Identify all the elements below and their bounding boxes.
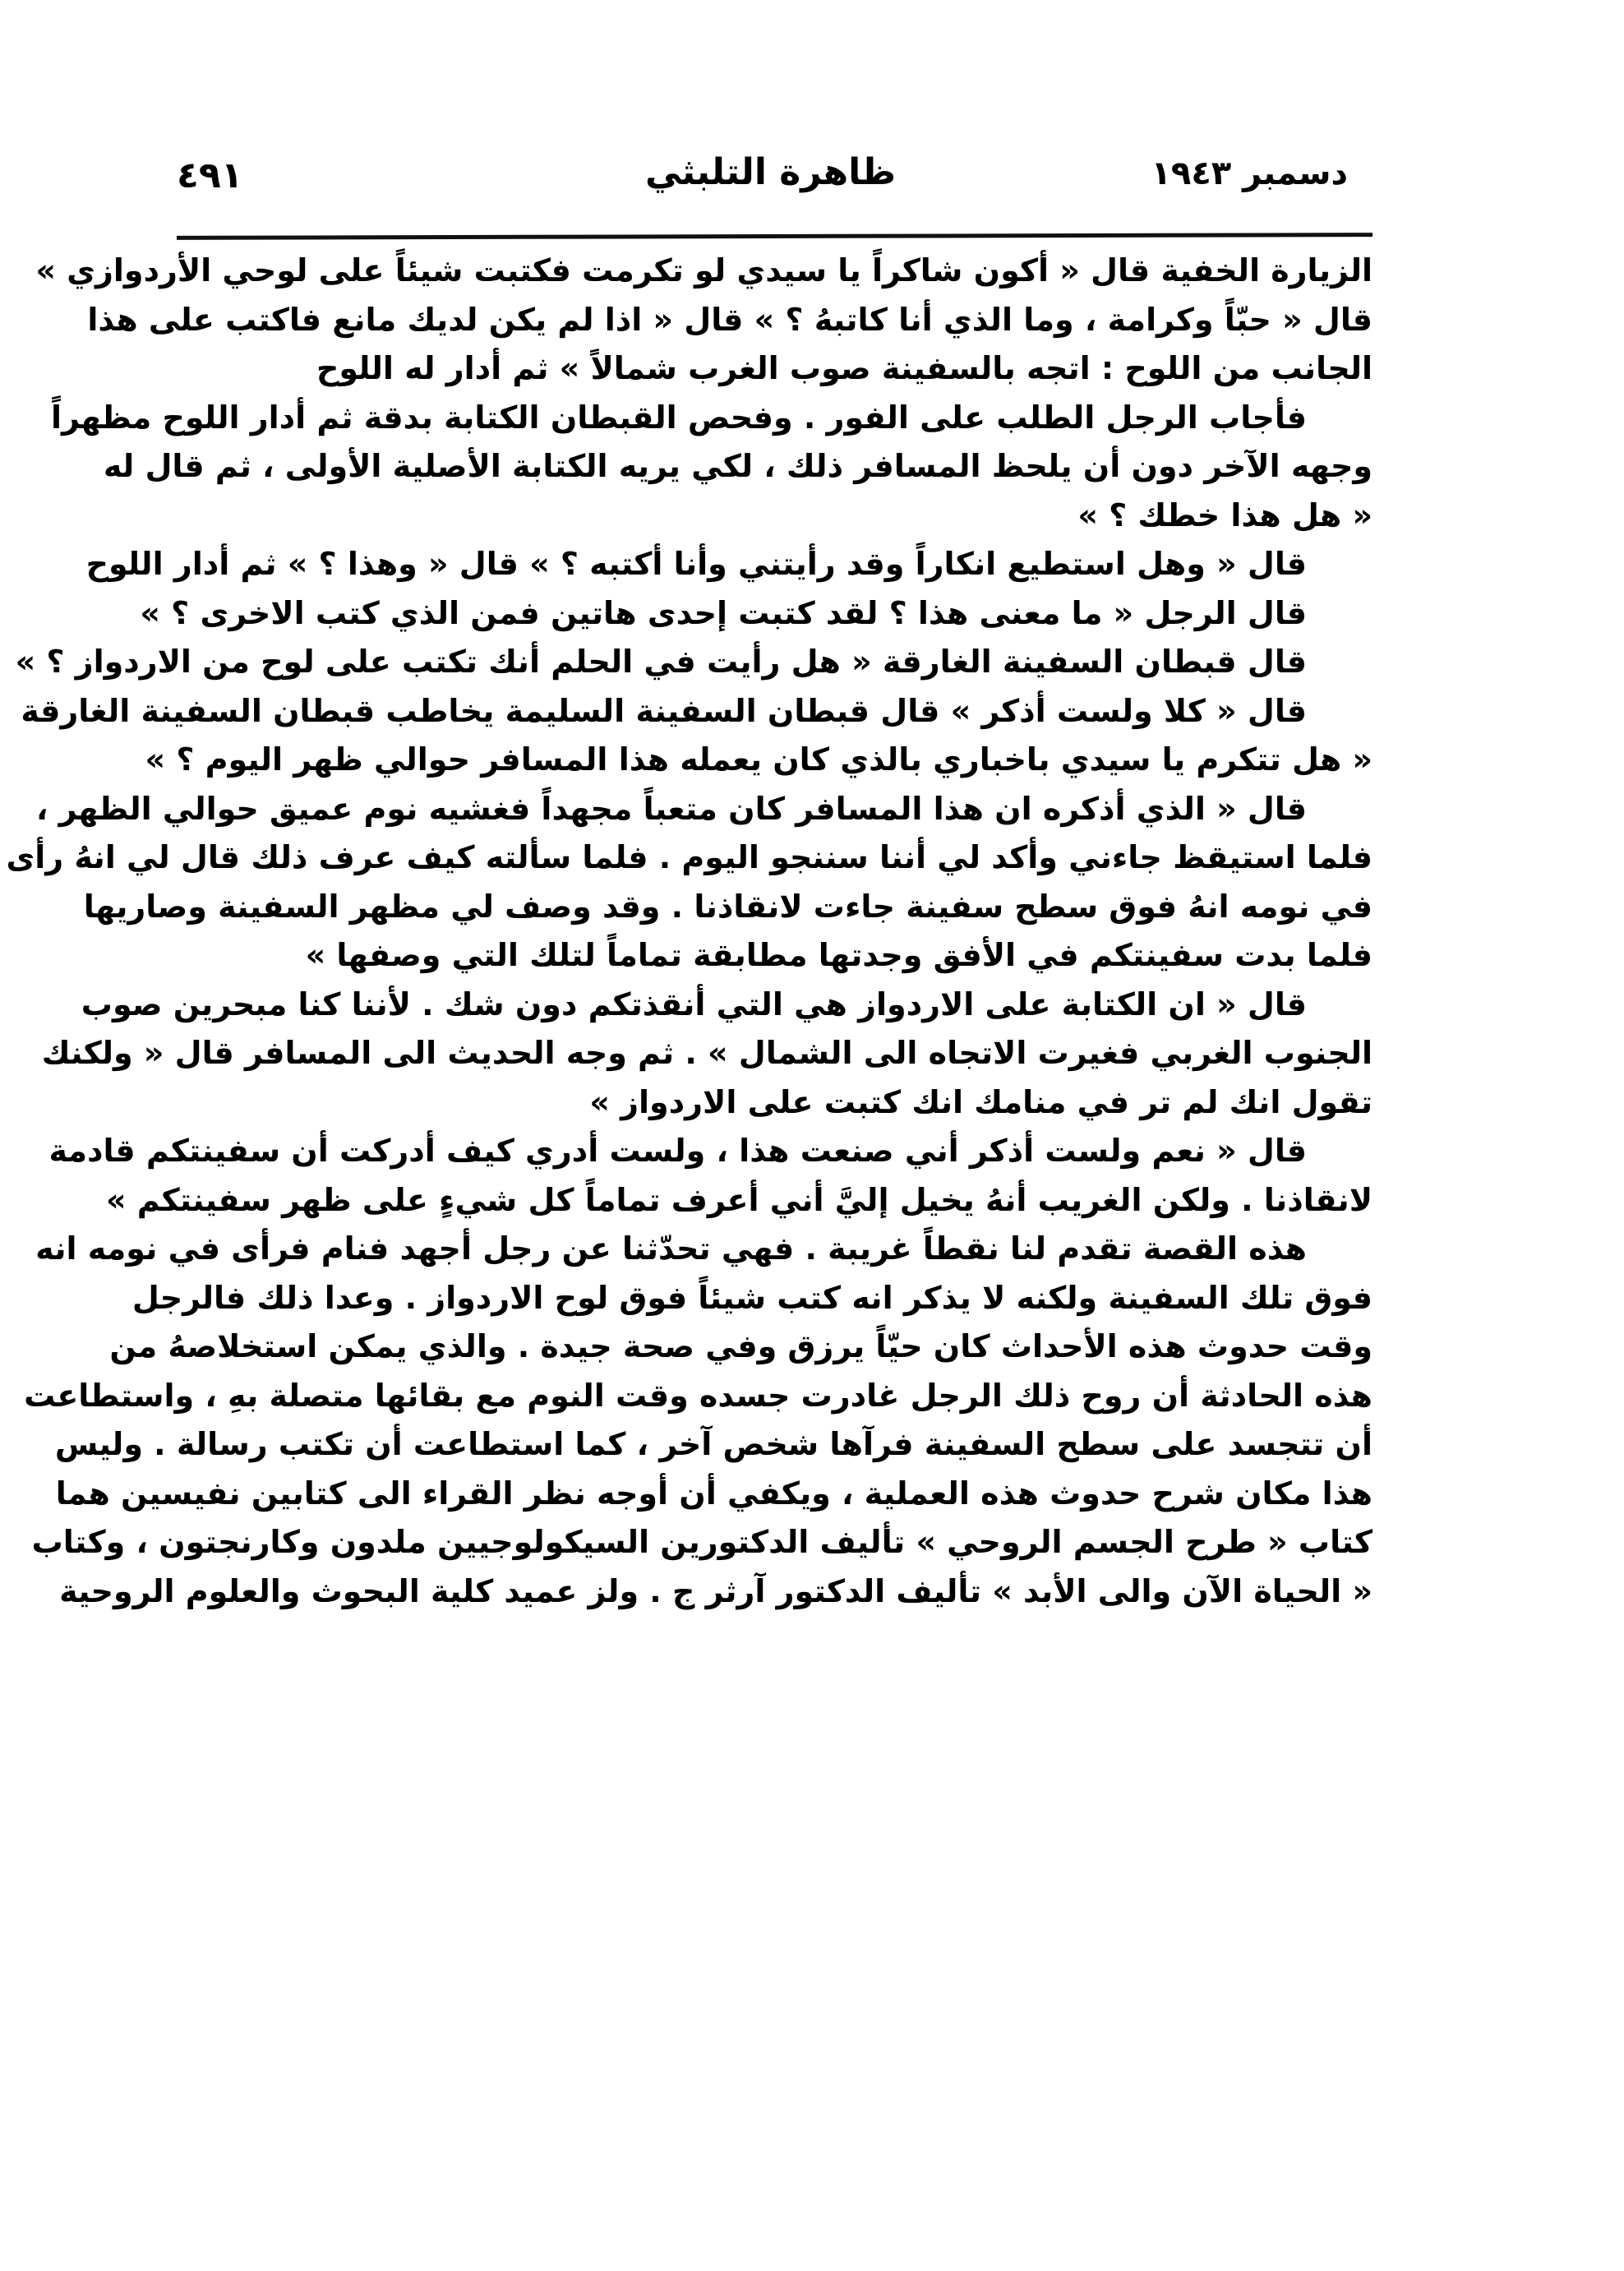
text-line: « الحياة الآن والى الأبد » تأليف الدكتور آرثر ج . ولز عميد كلية البحوث والعلوم الروحية xyxy=(59,1572,1373,1609)
text-line: قال « وهل استطيع انكاراً وقد رأيتني وأنا أكتبه ؟ » قال « وهذا ؟ » ثم أدار اللوح xyxy=(85,546,1307,582)
article-body xyxy=(6,247,1373,1616)
text-line: قال قبطان السفينة الغارقة « هل رأيت في الحلم أنك تكتب على لوح من الاردواز ؟ » xyxy=(15,644,1307,680)
text-line: « هل تتكرم يا سيدي باخباري بالذي كان يعمله هذا المسافر حوالي ظهر اليوم ؟ » xyxy=(145,741,1373,778)
text-line: قال « ان الكتابة على الاردواز هي التي أنقذتكم دون شك . لأننا كنا مبحرين صوب xyxy=(81,985,1307,1022)
text-line: هذه القصة تقدم لنا نقطاً غريبة . فهي تحدّثنا عن رجل أجهد فنام فرأى في نومه انه xyxy=(35,1230,1307,1267)
text-line: قال الرجل « ما معنى هذا ؟ لقد كتبت إحدى هاتين فمن الذي كتب الاخرى ؟ » xyxy=(140,594,1307,631)
text-line: في نومه انهُ فوق سطح سفينة جاءت لانقاذنا . وقد وصف لي مظهر السفينة وصاريها xyxy=(83,888,1373,925)
document-page xyxy=(6,0,1373,2271)
running-header xyxy=(168,146,1373,212)
text-line: قال « نعم ولست أذكر أني صنعت هذا ، ولست أدري كيف أدركت أن سفينتكم قادمة xyxy=(48,1133,1307,1169)
text-line: فلما استيقظ جاءني وأكد لي أننا سننجو اليوم . فلما سألته كيف عرف ذلك قال لي انهُ رأى xyxy=(6,839,1373,875)
text-line: وجهه الآخر دون أن يلحظ المسافر ذلك ، لكي يريه الكتابة الأصلية الأولى ، ثم قال له xyxy=(103,448,1373,484)
text-line: فلما بدت سفينتكم في الأفق وجدتها مطابقة تماماً لتلك التي وصفها » xyxy=(305,937,1373,973)
text-line: أن تتجسد على سطح السفينة فرآها شخص آخر ، كما استطاعت أن تكتب رسالة . وليس xyxy=(54,1426,1373,1462)
page-number: ٤٩١ xyxy=(177,155,243,196)
text-line: هذه الحادثة أن روح ذلك الرجل غادرت جسده وقت النوم مع بقائها متصلة بهِ ، واستطاعت xyxy=(24,1377,1373,1414)
text-line: قال « كلا ولست أذكر » قال قبطان السفينة السليمة يخاطب قبطان السفينة الغارقة xyxy=(21,692,1307,729)
text-line: كتاب « طرح الجسم الروحي » تأليف الدكتورين السيكولوجيين ملدون وكارنجتون ، وكتاب xyxy=(31,1524,1373,1560)
text-line: قال « الذي أذكره ان هذا المسافر كان متعباً مجهداً فغشيه نوم عميق حوالي الظهر ، xyxy=(35,790,1307,827)
text-line: الجنوب الغربي فغيرت الاتجاه الى الشمال » . ثم وجه الحديث الى المسافر قال « ولكنك xyxy=(41,1035,1373,1071)
text-line: الجانب من اللوح : اتجه بالسفينة صوب الغرب شمالاً » ثم أدار له اللوح xyxy=(316,350,1373,386)
issue-date: دسمبر ١٩٤٣ xyxy=(1151,155,1348,192)
article-title: ظاهرة التلبثي xyxy=(644,151,897,193)
text-line: وقت حدوث هذه الأحداث كان حيّاً يرزق وفي صحة جيدة . والذي يمكن استخلاصهُ من xyxy=(109,1328,1373,1364)
text-line: فأجاب الرجل الطلب على الفور . وفحص القبطان الكتابة بدقة ثم أدار اللوح مظهراً xyxy=(51,399,1307,436)
header-rule xyxy=(177,233,1373,240)
text-line: « هل هذا خطك ؟ » xyxy=(1077,496,1373,533)
text-line: تقول انك لم تر في منامك انك كتبت على الاردواز » xyxy=(589,1083,1373,1120)
text-line: الزيارة الخفية قال « أكون شاكراً يا سيدي لو تكرمت فكتبت شيئاً على لوحي الأردوازي » xyxy=(35,252,1373,288)
text-line: فوق تلك السفينة ولكنه لا يذكر انه كتب شيئاً فوق لوح الاردواز . وعدا ذلك فالرجل xyxy=(131,1279,1373,1316)
text-line: قال « حبّاً وكرامة ، وما الذي أنا كاتبهُ ؟ » قال « اذا لم يكن لديك مانع فاكتب على هذا xyxy=(87,301,1373,338)
text-line: لانقاذنا . ولكن الغريب أنهُ يخيل إليَّ أني أعرف تماماً كل شيءٍ على ظهر سفينتكم » xyxy=(105,1181,1373,1218)
text-line: هذا مكان شرح حدوث هذه العملية ، ويكفي أن أوجه نظر القراء الى كتابين نفيسين هما xyxy=(55,1475,1373,1512)
